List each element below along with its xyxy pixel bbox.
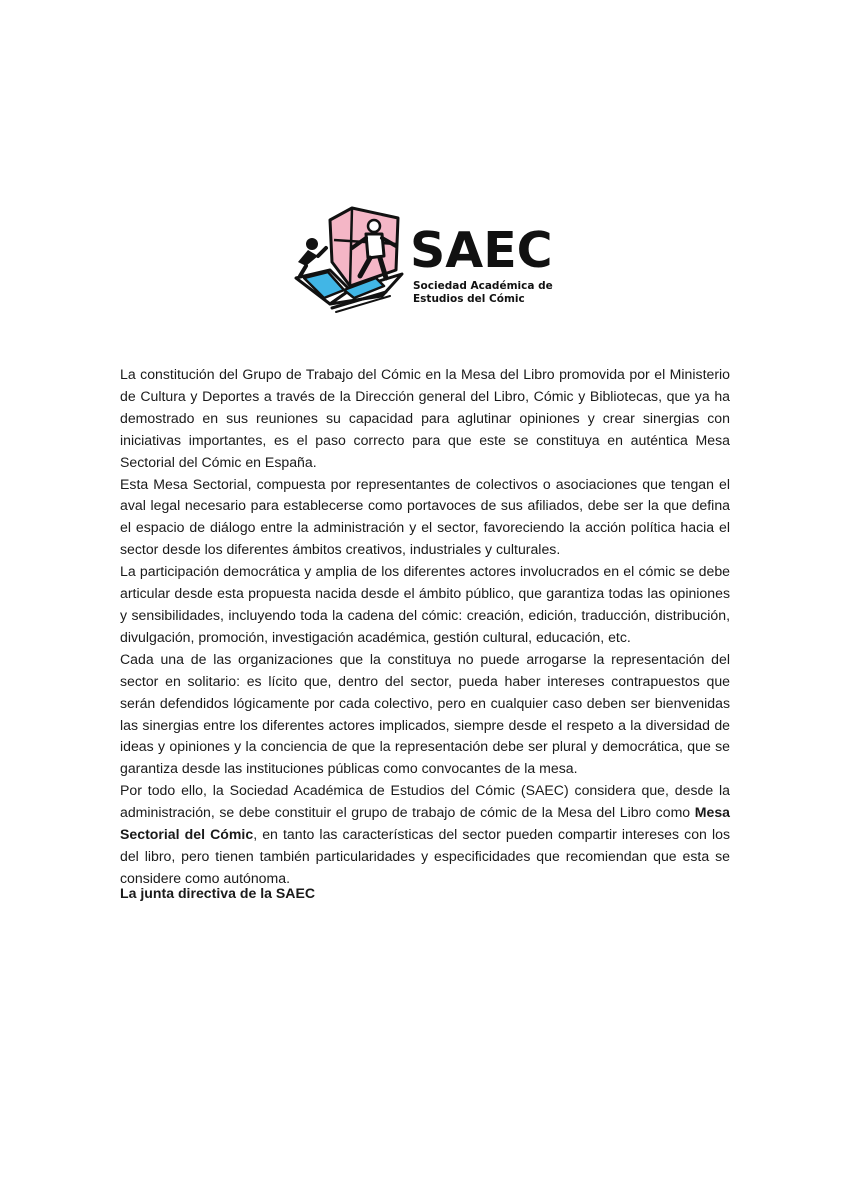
paragraph-5-end: , en tanto las características del sector pueden compartir intereses con los del libro, pero tienen también particularidades y especificidades que recomiendan que esta se considere como autónoma. xyxy=(120,826,730,886)
signature: La junta directiva de la SAEC xyxy=(120,885,316,901)
saec-logo xyxy=(290,200,560,320)
paragraph-2: Esta Mesa Sectorial, compuesta por representantes de colectivos o asociaciones que tengan el aval legal necesario para establecerse como portavoces de sus afiliados, debe ser la que defina el espacio de diálogo entre la administración y el sector, favoreciendo la acción política hacia el sector desde los diferentes ámbitos creativos, industriales y culturales. xyxy=(120,475,730,558)
saec-logo-illustration-icon xyxy=(290,200,412,316)
paragraph-5-emphasis: Mesa Sectorial del Cómic xyxy=(120,804,730,843)
logo-subtitle-line-2: Estudios del Cómic xyxy=(413,293,525,305)
paragraph-1: La constitución del Grupo de Trabajo del Cómic en la Mesa del Libro promovida por el Ministerio de Cultura y Deportes a través de la Dirección general del Libro, Cómic y Bibliotecas, que ya ha demostrado en sus reuniones su capacidad para aglutinar opiniones y crear sinergias con iniciativas importantes, es el paso correcto para que este se constituya en auténtica Mesa Sectorial del Cómic en España. xyxy=(120,366,730,470)
paragraph-3: La participación democrática y amplia de los diferentes actores involucrados en el cómic se debe articular desde esta propuesta nacida desde el ámbito público, que garantiza todas las opiniones y sensibilidades, incluyendo toda la cadena del cómic: creación, edición, traducción, distribución, divulgación, promoción, investigación académica, gestión cultural, educación, etc. xyxy=(120,563,730,645)
document-body xyxy=(120,364,730,890)
paragraph-5 xyxy=(120,780,730,890)
paragraph-5-start: Por todo ello, la Sociedad Académica de Estudios del Cómic (SAEC) considera que, desde la administración, se debe constituir el grupo de trabajo de cómic de la Mesa del Libro como xyxy=(120,782,730,821)
paragraph-4: Cada una de las organizaciones que la constituya no puede arrogarse la representación del sector en solitario: es lícito que, dentro del sector, pueda haber intereses contrapuestos que serán defendidos lógicamente por cada colectivo, pero en cualquier caso deben ser bienvenidas las sinergias entre los diferentes actores implicados, siempre desde el respeto a la diversidad de ideas y opiniones y la conciencia de que la representación debe ser plural y democrática, que se garantiza desde las instituciones públicas como convocantes de la mesa. xyxy=(120,650,730,777)
logo-subtitle xyxy=(413,280,553,306)
logo-title: SAEC xyxy=(410,222,553,279)
logo-subtitle-line-1: Sociedad Académica de xyxy=(413,280,553,292)
